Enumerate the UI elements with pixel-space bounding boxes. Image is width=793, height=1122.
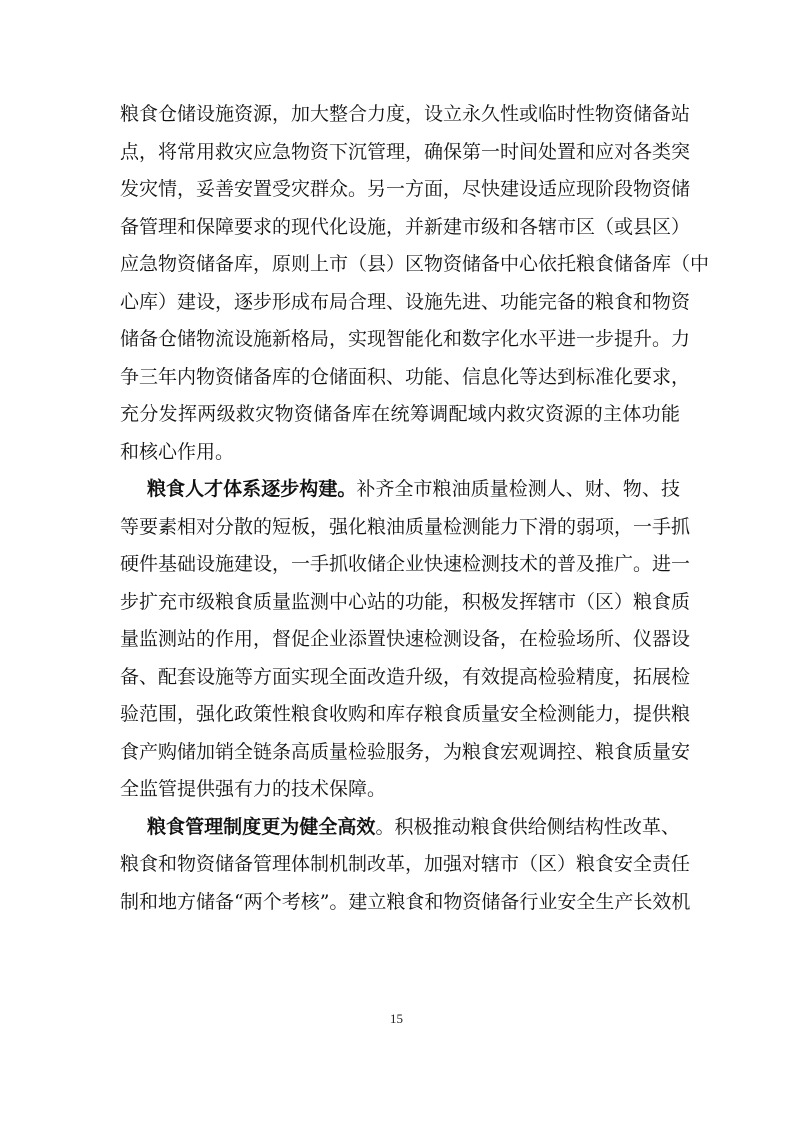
paragraph-3-line-2: 粮食和物资储备管理体制机制改革，加强对辖市（区）粮食安全责任 [120, 853, 691, 875]
paragraph-3-first-line-text: 。积极推动粮食供给侧结构性改革、 [375, 815, 680, 838]
document-body [120, 96, 710, 921]
paragraph-1-line-6: 心库）建设，逐步形成布局合理、设施先进、功能完备的粮食和物资 [120, 290, 691, 313]
paragraph-2-line-7: 验范围，强化政策性粮食收购和库存粮食质量安全检测能力，提供粮 [120, 703, 691, 725]
paragraph-3-line-3: 制和地方储备“两个考核”。建立粮食和物资储备行业安全生产长效机 [120, 890, 691, 913]
paragraph-2-line-6: 备、配套设施等方面实现全面改造升级，有效提高检验精度，拓展检 [120, 665, 691, 688]
paragraph-2-line-8: 食产购储加销全链条高质量检验服务，为粮食宏观调控、粮食质量安 [120, 740, 691, 763]
paragraph-1-line-4: 备管理和保障要求的现代化设施，并新建市级和各辖市区（或县区） [120, 215, 691, 238]
paragraph-3-heading: 粮食管理制度更为健全高效 [147, 815, 376, 838]
paragraph-2-heading: 粮食人才体系逐步构建。 [147, 478, 357, 500]
paragraph-2-first-line-text: 补齐全市粮油质量检测人、财、物、技 [356, 478, 680, 500]
page-number: 15 [390, 1011, 403, 1026]
paragraph-1-line-7: 储备仓储物流设施新格局，实现智能化和数字化水平进一步提升。力 [120, 328, 691, 350]
paragraph-1-line-5: 应急物资储备库，原则上市（县）区物资储备中心依托粮食储备库（中 [120, 253, 710, 275]
paragraph-2-line-3: 硬件基础设施建设，一手抓收储企业快速检测技术的普及推广。进一 [120, 553, 691, 575]
paragraph-1-line-3: 发灾情，妥善安置受灾群众。另一方面，尽快建设适应现阶段物资储 [120, 178, 691, 200]
paragraph-1-line-1: 粮食仓储设施资源，加大整合力度，设立永久性或临时性物资储备站 [120, 103, 691, 125]
paragraph-1-line-2: 点，将常用救灾应急物资下沉管理，确保第一时间处置和应对各类突 [120, 140, 691, 163]
paragraph-2-line-2: 等要素相对分散的短板，强化粮油质量检测能力下滑的弱项，一手抓 [120, 515, 691, 538]
paragraph-1-line-10: 和核心作用。 [120, 440, 235, 463]
paragraph-3-first-line [120, 809, 680, 847]
paragraph-2-first-line [120, 471, 680, 509]
paragraph-1-line-8: 争三年内物资储备库的仓储面积、功能、信息化等达到标准化要求， [120, 365, 691, 388]
paragraph-2-line-4: 步扩充市级粮食质量监测中心站的功能，积极发挥辖市（区）粮食质 [120, 590, 691, 613]
paragraph-2-line-9: 全监管提供强有力的技术保障。 [120, 778, 387, 800]
paragraph-2-line-5: 量监测站的作用，督促企业添置快速检测设备，在检验场所、仪器设 [120, 628, 691, 650]
paragraph-1-line-9: 充分发挥两级救灾物资储备库在统筹调配域内救灾资源的主体功能 [120, 403, 680, 425]
